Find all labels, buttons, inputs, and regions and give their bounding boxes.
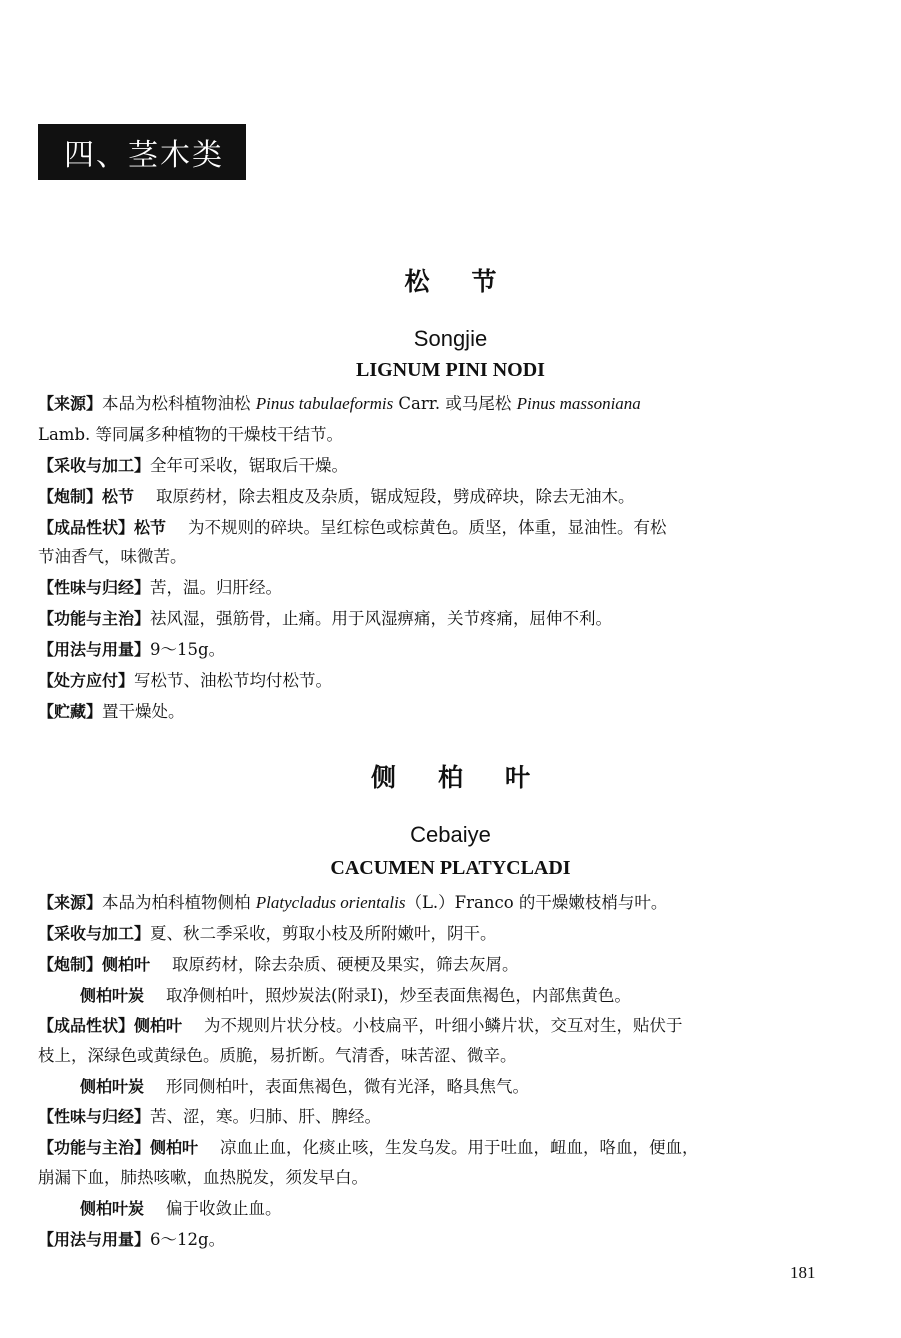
- text-line: [38, 1045, 843, 1067]
- sub-label: 侧柏叶: [150, 1138, 199, 1157]
- line-text: 本品为松科植物油松: [102, 394, 256, 413]
- line-text: 为不规则的碎块。呈红棕色或棕黄色。质坚，体重，显油性。有松: [188, 518, 667, 537]
- sub-label: 侧柏叶: [134, 1016, 183, 1035]
- line-text: （L.）Franco 的干燥嫩枝梢与叶。: [405, 893, 668, 912]
- line-text: 9～15g。: [150, 640, 226, 659]
- text-line: [38, 517, 843, 539]
- text-line: [38, 546, 843, 568]
- sub-label: 侧柏叶炭: [80, 1077, 145, 1096]
- section-label: 【处方应付】: [38, 671, 135, 690]
- entry-latin-name: CACUMEN PLATYCLADI: [330, 857, 571, 879]
- text-line: [38, 1015, 843, 1037]
- text-line: [38, 670, 843, 692]
- line-text: 全年可采收，锯取后干燥。: [150, 456, 349, 475]
- latin-species: Pinus tabulaeformis: [255, 394, 394, 413]
- sub-label: 松节: [102, 487, 135, 506]
- section-label: 【性味与归经】: [38, 1107, 151, 1126]
- line-text: 为不规则片状分枝。小枝扁平，叶细小鳞片状，交互对生，贴伏于: [204, 1016, 683, 1035]
- line-text: 偏于收敛止血。: [166, 1199, 282, 1218]
- section-label: 【成品性状】: [38, 1016, 135, 1035]
- sub-label: 侧柏叶: [102, 955, 151, 974]
- text-line: [80, 1076, 843, 1098]
- section-label: 【用法与用量】: [38, 1230, 151, 1249]
- line-text: 6～12g。: [150, 1230, 226, 1249]
- line-text: Lamb. 等同属多种植物的干燥枝干结节。: [38, 425, 343, 444]
- line-text: 写松节、油松节均付松节。: [134, 671, 333, 690]
- entry-title: 侧柏叶: [370, 763, 572, 792]
- chapter-heading: 四、茎木类: [38, 124, 246, 180]
- section-label: 【用法与用量】: [38, 640, 151, 659]
- latin-species: Platycladus orientalis: [255, 893, 406, 912]
- line-text: Carr. 或马尾松: [393, 394, 517, 413]
- section-label: 【功能与主治】: [38, 609, 151, 628]
- line-text: 形同侧柏叶，表面焦褐色，微有光泽，略具焦气。: [166, 1077, 530, 1096]
- text-line: [38, 1137, 843, 1159]
- entry-title: 松节: [404, 267, 539, 296]
- section-label: 【功能与主治】: [38, 1138, 151, 1157]
- text-line: [38, 393, 843, 415]
- line-text: 取净侧柏叶，照炒炭法(附录Ⅰ)，炒至表面焦褐色，内部焦黄色。: [166, 986, 631, 1005]
- sub-label: 侧柏叶炭: [80, 1199, 145, 1218]
- line-text: 置干燥处。: [102, 702, 185, 721]
- line-text: 枝上，深绿色或黄绿色。质脆，易折断。气清香，味苦涩、微辛。: [38, 1046, 517, 1065]
- line-text: 苦，温。归肝经。: [150, 578, 283, 597]
- line-text: 凉血止血，化痰止咳，生发乌发。用于吐血，衄血，咯血，便血，: [220, 1138, 699, 1157]
- sub-label: 侧柏叶炭: [80, 986, 145, 1005]
- text-line: [38, 954, 843, 976]
- line-text: 苦、涩，寒。归肺、肝、脾经。: [150, 1107, 382, 1126]
- text-line: [80, 1198, 843, 1220]
- line-text: 祛风湿，强筋骨，止痛。用于风湿痹痛，关节疼痛，屈伸不利。: [150, 609, 613, 628]
- line-text: 夏、秋二季采收，剪取小枝及所附嫩叶，阴干。: [150, 924, 497, 943]
- text-line: [38, 639, 843, 661]
- entry-pinyin: Songjie: [413, 326, 488, 351]
- entry-latin-name: LIGNUM PINI NODI: [356, 359, 545, 381]
- line-text: 崩漏下血，肺热咳嗽，血热脱发，须发早白。: [38, 1168, 368, 1187]
- line-text: 取原药材，除去杂质、硬梗及果实，筛去灰屑。: [172, 955, 519, 974]
- text-line: [38, 577, 843, 599]
- text-line: [38, 1229, 843, 1251]
- text-line: [38, 1167, 843, 1189]
- section-label: 【成品性状】: [38, 518, 135, 537]
- line-text: 节油香气，味微苦。: [38, 547, 187, 566]
- section-label: 【采收与加工】: [38, 456, 151, 475]
- text-line: [38, 455, 843, 477]
- section-label: 【采收与加工】: [38, 924, 151, 943]
- text-line: [38, 701, 843, 723]
- section-label: 【来源】: [38, 394, 103, 413]
- page-number: 181: [790, 1263, 816, 1282]
- text-line: [38, 486, 843, 508]
- section-label: 【来源】: [38, 893, 103, 912]
- text-line: [80, 985, 843, 1007]
- line-text: 取原药材，除去粗皮及杂质，锯成短段，劈成碎块，除去无油木。: [156, 487, 635, 506]
- section-label: 【炮制】: [38, 487, 103, 506]
- text-line: [38, 424, 843, 446]
- text-line: [38, 608, 843, 630]
- text-line: [38, 892, 843, 914]
- latin-species: Pinus massoniana: [516, 394, 641, 413]
- section-label: 【炮制】: [38, 955, 103, 974]
- text-line: [38, 923, 843, 945]
- text-line: [38, 1106, 843, 1128]
- section-label: 【贮藏】: [38, 702, 103, 721]
- section-label: 【性味与归经】: [38, 578, 151, 597]
- line-text: 本品为柏科植物侧柏: [102, 893, 256, 912]
- sub-label: 松节: [134, 518, 167, 537]
- entry-pinyin: Cebaiye: [410, 822, 491, 847]
